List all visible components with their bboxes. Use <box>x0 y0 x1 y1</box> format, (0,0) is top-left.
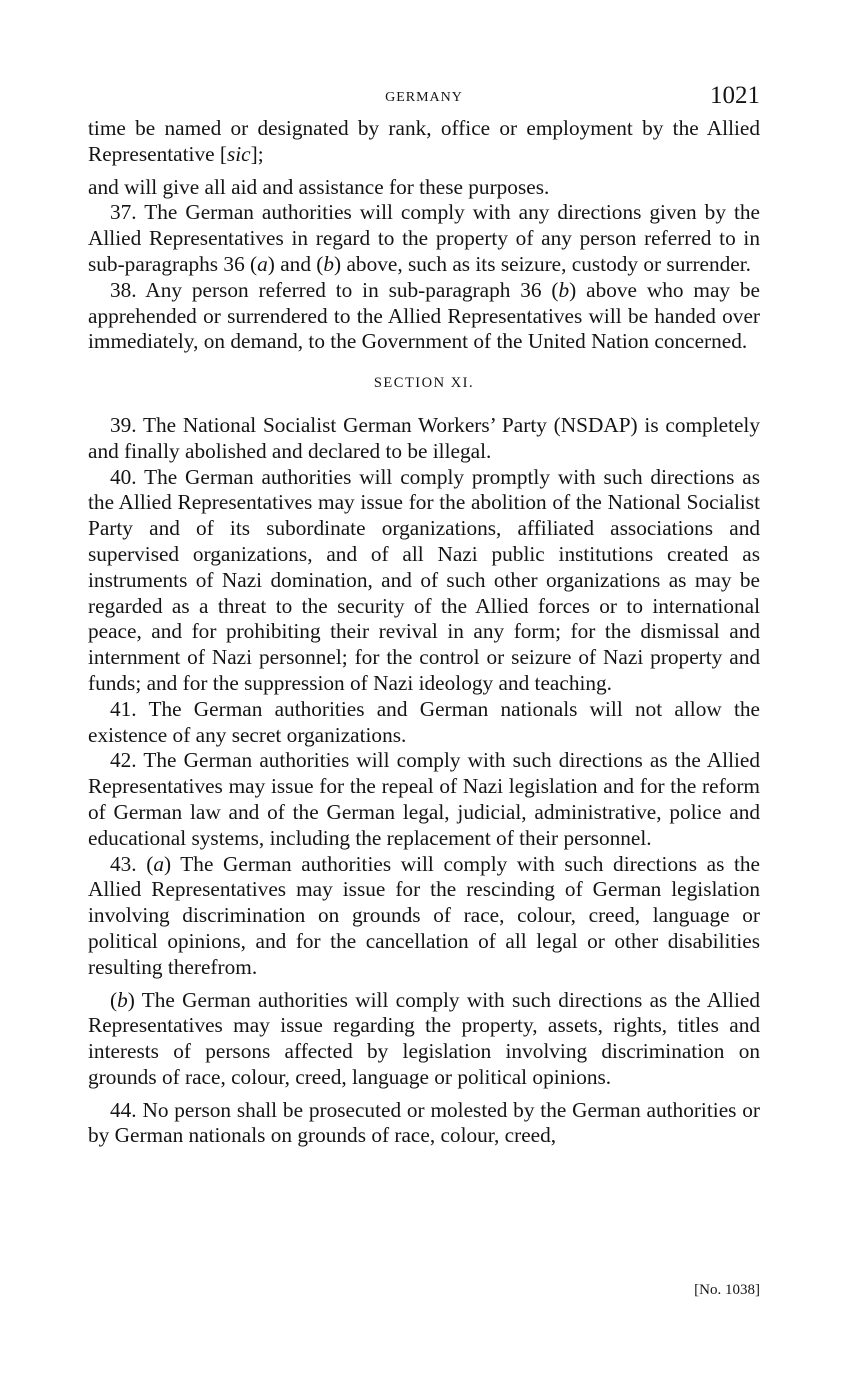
paragraph-41: 41. The German authorities and German nationals will not allow the existence of any secret organizations. <box>88 696 760 747</box>
paragraph-text: ) above, such as its seizure, custody or surrender. <box>334 251 751 276</box>
subparagraph-ref: b <box>323 251 335 276</box>
paragraph-text: 37. The German authorities will comply with any directions given by the Allied Representatives in regard to the property of any person referred to in sub-paragraphs 36 ( <box>88 200 760 276</box>
paragraph-40: 40. The German authorities will comply promptly with such directions as the Allied Representatives may issue for the abolition of the National Socialist Party and of its subordinate organizations, affiliated associations and supervised organizations, and of all Nazi public institutions created as instruments of Nazi domination, and of such other organizations as may be regarded as a threat to the security of the Allied forces or to international peace, and for prohibiting their revival in any form; for the dismissal and internment of Nazi personnel; for the control or seizure of Nazi property and funds; and for the suppression of Nazi ideology and teaching. <box>88 464 760 695</box>
sic-note: sic <box>226 141 251 166</box>
paragraph-38 <box>88 278 760 355</box>
paragraph-text: ) above who may be apprehended or surrendered to the Allied Representatives will be handed over immediately, on demand, to the Government of the United Nation concerned. <box>88 277 761 354</box>
page-header <box>88 82 760 116</box>
paragraph-text: ( <box>110 987 118 1012</box>
paragraph-text: ) and ( <box>267 251 324 276</box>
paragraph-text: 43. ( <box>110 851 154 876</box>
paragraph-43b <box>88 988 760 1091</box>
paragraph-37 <box>88 200 760 277</box>
subparagraph-ref: b <box>117 987 128 1012</box>
running-title: GERMANY <box>385 90 463 105</box>
paragraph-text: ) The German authorities will comply with such directions as the Allied Representatives may issue regarding the property, assets, rights, titles and interests of persons affected by legislation involving discrimination on grounds of race, colour, creed, language or political opinions. <box>88 987 760 1089</box>
paragraph-39: 39. The National Socialist German Workers’ Party (NSDAP) is completely and finally abolished and declared to be illegal. <box>88 412 760 463</box>
paragraph-42: 42. The German authorities will comply with such directions as the Allied Representatives may issue for the repeal of Nazi legislation and for the reform of German law and of the German legal, judicial, administrative, police and educational systems, including the replacement of their personnel. <box>88 748 760 850</box>
paragraph-text: ) The German authorities will comply with such directions as the Allied Representatives may issue for the rescinding of German legislation involving discrimination on grounds of race, colour, creed, language or political opinions, and for the cancellation of all legal or other disabilities resulting therefrom. <box>88 851 760 979</box>
subparagraph-ref: b <box>558 277 570 302</box>
paragraph-text: time be named or designated by rank, office or employment by the Allied Representative [ <box>88 116 760 166</box>
document-page <box>88 82 761 1298</box>
document-number: [No. 1038] <box>694 1282 760 1298</box>
page-number: 1021 <box>710 82 760 109</box>
paragraph-43a <box>88 852 760 981</box>
paragraph-aid: and will give all aid and assistance for these purposes. <box>88 174 550 199</box>
section-heading: SECTION XI. <box>373 375 475 392</box>
body-text <box>88 116 760 1149</box>
subparagraph-ref: a <box>153 851 164 876</box>
paragraph-text: ]; <box>250 141 264 166</box>
subparagraph-ref: a <box>257 251 268 276</box>
paragraph-44: 44. No person shall be prosecuted or molested by the German authorities or by German nationals on grounds of race, colour, creed, <box>88 1097 760 1148</box>
paragraph-continuation <box>88 116 760 168</box>
paragraph-text: 38. Any person referred to in sub-paragraph 36 ( <box>110 277 559 302</box>
